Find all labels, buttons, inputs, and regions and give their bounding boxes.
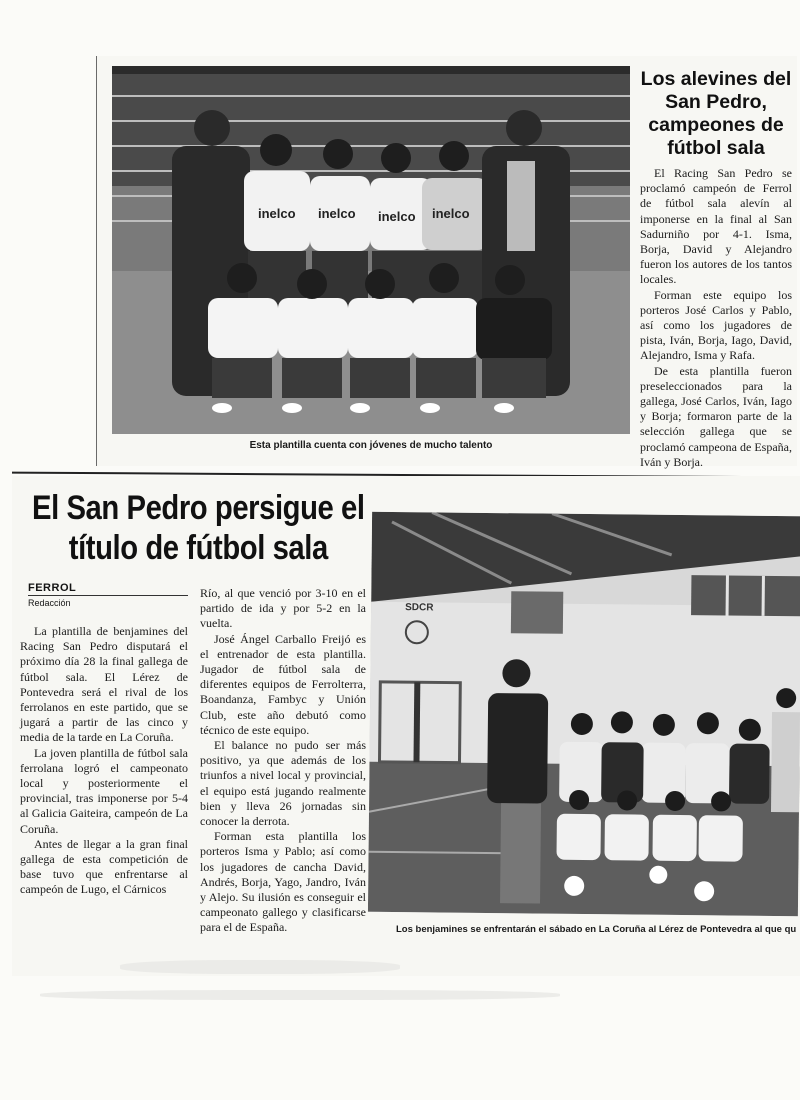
scan-smudge [40,990,560,1000]
shirt-sponsor-text: inelco [258,206,296,221]
paragraph: La plantilla de benjamines del Racing San Pedro disputará el próximo día 28 la final gallega de fútbol sala. El Lérez de Pontevedra será el rival de los ferrolanos en este partido, que se jugará a partir de las cinco y media de la tarde en La Coruña. [20,624,188,745]
article-bottom-column-2 [200,586,366,936]
paragraph: Antes de llegar a la gran final gallega de esta competición de base tuvo que enfrentarse al campeón de Lugo, el Cárnicos [20,836,188,897]
team-photo-alevines [112,66,630,434]
paragraph: De esta plantilla fueron preseleccionados para la gallega, José Carlos, Iván, Iago y Borja; formaron parte de la selección gallega que se proclamó campeona de España, Iván y Borja. [640,363,792,469]
paragraph: El Racing San Pedro se proclamó campeón de Ferrol de fútbol sala alevín al imponerse en la final al San Sadurniño por 4-1. Isma, Borja, David y Alejandro fueron los autores de los tantos locales. [640,166,792,287]
shirt-sponsor-text: inelco [378,209,416,224]
paragraph: José Ángel Carballo Freijó es el entrenador de esta plantilla. Jugador de fútbol sala de diferentes equipos de Ferrolterra, Boandanza, Fambyc y Unión Club, este año debutó como técnico de este equipo. [200,631,366,737]
shirt-sponsor-text: inelco [318,206,356,221]
photo-caption-top: Esta plantilla cuenta con jóvenes de mucho talento [249,440,493,451]
paragraph-continued: Río, al que venció por 3-10 en el partido de ida y por 5-2 en la vuelta. [200,586,366,631]
article-bottom-column-1 [20,624,188,898]
byline [28,582,188,608]
headline-bottom: El San Pedro persigue el título de fútbol sala [32,489,365,567]
byline-city: FERROL [28,582,188,596]
photo-caption-bottom: Los benjamines se enfrentarán el sábado en La Coruña al Lérez de Pontevedra al que qu [396,924,797,935]
article-top-body [640,166,792,470]
paragraph: La joven plantilla de fútbol sala ferrolana logró el campeonato local y posteriormente el provincial, tras imponerse por 5-4 al Galicia Gaiteira, campeón de La Coruña. [20,745,188,836]
byline-agency: Redacción [28,598,71,608]
team-photo-benjamines [368,512,800,916]
scan-smudge [120,960,400,974]
headline-top: Los alevines del San Pedro, campeones de fútbol sala [640,68,792,159]
paragraph: Forman esta plantilla los porteros Isma y Pablo; así como los jugadores de cancha David, Andrés, Borja, Yago, Jandro, Iván y Alejo. Su ilusión es conseguir el campeonato gallego y clasificarse para el de España. [200,829,366,935]
paragraph: El balance no pudo ser más positivo, ya que además de los triunfos a nivel local y provincial, el equipo está jugando realmente bien y lleva 26 jornadas sin conocer la derrota. [200,738,366,829]
wall-sign: SDCR [405,602,434,614]
shirt-sponsor-text: inelco [432,206,470,221]
paragraph: Forman este equipo los porteros José Carlos y Pablo, así como los jugadores de pista, Iván, Borja, Iago, David, Alejandro, Isma y Rafa. [640,287,792,363]
